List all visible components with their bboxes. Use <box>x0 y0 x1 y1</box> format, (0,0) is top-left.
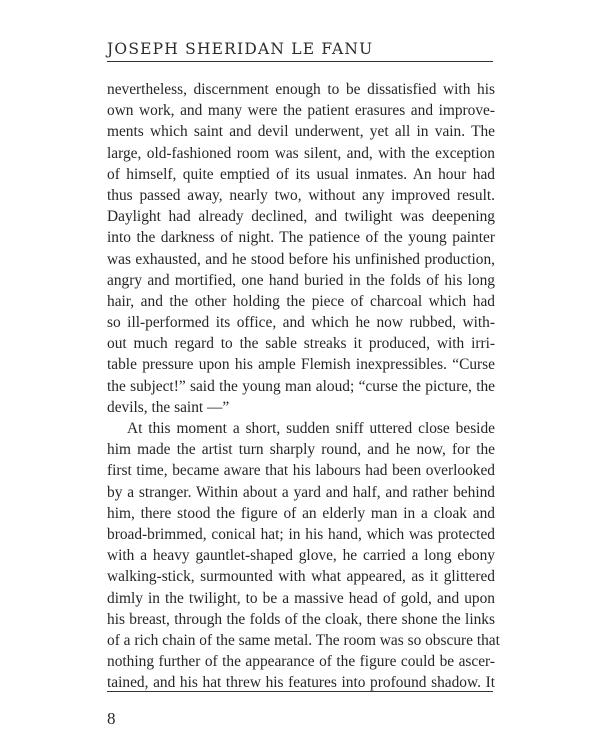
text-line: him made the artist turn sharply round, and he now, for the <box>107 441 495 459</box>
text-line: of a rich chain of the same metal. The room was so obscure that <box>107 631 500 649</box>
running-header: JOSEPH SHERIDAN LE FANU <box>107 40 374 58</box>
text-line: so ill-performed its office, and which he now rubbed, with- <box>107 314 495 332</box>
paragraph-2 <box>107 418 500 693</box>
text-line: Daylight had already declined, and twilight was deepening <box>107 208 495 226</box>
header-rule <box>107 61 493 62</box>
text-line: nothing further of the appearance of the figure could be ascer- <box>107 653 495 671</box>
text-line: of himself, quite emptied of its usual inmates. An hour had <box>107 165 495 183</box>
text-line: large, old-fashioned room was silent, and, with the exception <box>107 144 495 162</box>
text-line: by a stranger. Within about a yard and half, and rather behind <box>107 483 495 501</box>
text-line: his breast, through the folds of the cloak, there shone the links <box>107 610 495 628</box>
text-line: walking-stick, surmounted with what appeared, as it glittered <box>107 568 495 586</box>
text-line: nevertheless, discernment enough to be dissatisfied with his <box>107 81 495 98</box>
text-line: with a heavy gauntlet-shaped glove, he carried a long ebony <box>107 547 495 565</box>
text-line: tained, and his hat threw his features into profound shadow. It <box>107 674 495 692</box>
text-line: At this moment a short, sudden sniff uttered close beside <box>127 420 495 437</box>
text-line: into the darkness of night. The patience of the young painter <box>107 229 495 247</box>
paragraph-1 <box>107 79 495 418</box>
text-line: was exhausted, and he stood before his unfinished production, <box>107 250 495 268</box>
footer-rule <box>107 691 493 692</box>
text-line: ments which saint and devil underwent, yet all in vain. The <box>107 123 495 141</box>
text-line: angry and mortified, one hand buried in the folds of his long <box>107 271 495 289</box>
text-line: out much regard to the sable streaks it produced, with irri- <box>107 335 495 353</box>
text-line: own work, and many were the patient erasures and improve- <box>107 102 495 120</box>
text-line: thus passed away, nearly two, without any improved result. <box>107 186 495 204</box>
text-line: devils, the saint —” <box>107 398 230 416</box>
text-line: him, there stood the figure of an elderly man in a cloak and <box>107 504 495 522</box>
text-line: hair, and the other holding the piece of charcoal which had <box>107 292 495 310</box>
text-line: first time, became aware that his labours had been overlooked <box>107 462 495 480</box>
text-line: the subject!” said the young man aloud; “curse the picture, the <box>107 377 495 395</box>
text-line: dimly in the twilight, to be a massive head of gold, and upon <box>107 589 495 607</box>
text-line: broad-brimmed, conical hat; in his hand, which was protected <box>107 525 495 543</box>
body-text <box>107 79 500 693</box>
page-number: 8 <box>107 709 116 728</box>
text-line: table pressure upon his ample Flemish inexpressibles. “Curse <box>107 356 495 374</box>
